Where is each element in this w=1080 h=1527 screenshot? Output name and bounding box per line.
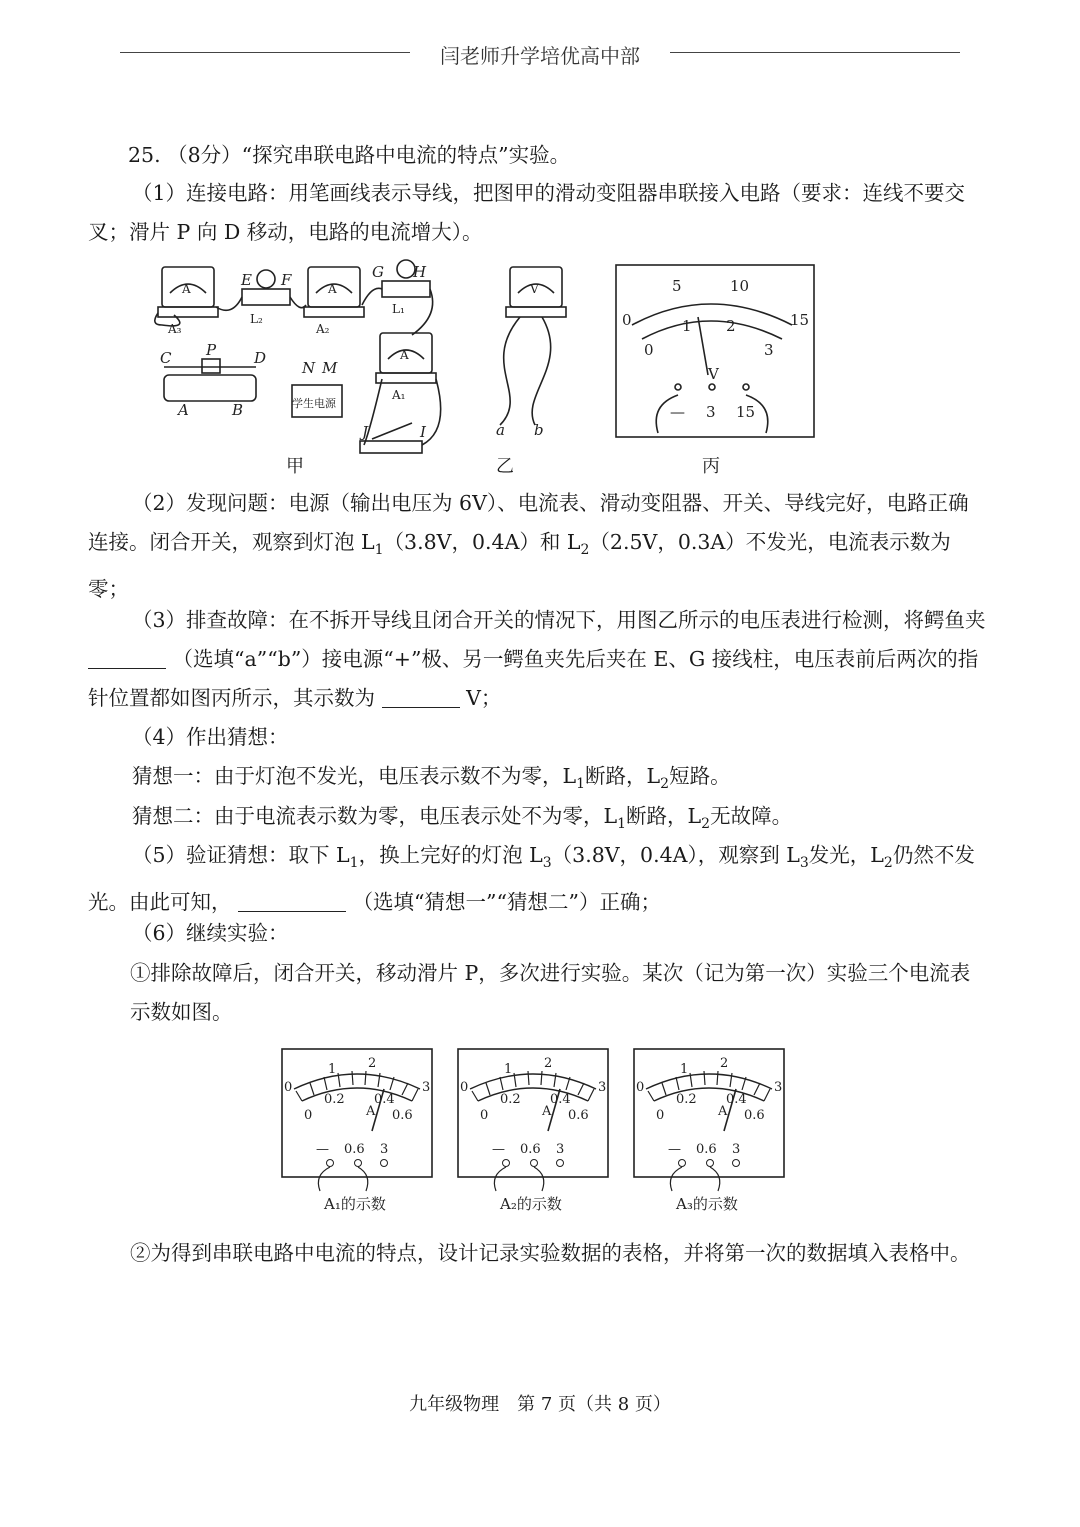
a3-small-06: 0.6 <box>744 1108 765 1123</box>
vdial-big-10: 10 <box>730 277 750 295</box>
a2-face-letter: A <box>328 282 337 296</box>
question-part-4: （4）作出猜想： <box>132 725 289 749</box>
label-f: F <box>281 271 292 289</box>
a2-small-02: 0.2 <box>500 1092 521 1107</box>
ammeter-dials-figure <box>280 1045 790 1220</box>
a1-unit: A <box>366 1104 376 1119</box>
label-a3: A₃ <box>168 322 182 336</box>
a1-big-1: 1 <box>328 1062 337 1077</box>
vdial-big-15: 15 <box>790 311 810 329</box>
vdial-term-neg: — <box>670 403 685 421</box>
a2-small-0: 0 <box>480 1108 489 1123</box>
question-part-5: （5）验证猜想：取下 $L_1$，换上完好的灯泡 $L_3(3.8V$，0.4A），观察到 $L_3$发光，$L_2$仍然不发光。由此可知， （选填“猜想一”“猜想二”）正确； <box>88 843 975 915</box>
answer-blank-voltage[interactable] <box>382 685 460 708</box>
a3-big-3: 3 <box>774 1080 783 1095</box>
label-i: I <box>420 423 426 441</box>
lamp-l1-base <box>382 281 430 297</box>
guess-one: 猜想一：由于灯泡不发光，电压表示数不为零，$L_1$断路，$L_2$短路。 <box>132 764 731 793</box>
a1-big-3: 3 <box>422 1080 431 1095</box>
page-footer: 九年级物理 第 7 页（共 8 页） <box>409 1394 671 1415</box>
a3-big-0: 0 <box>636 1080 645 1095</box>
a2-big-2: 2 <box>544 1056 553 1071</box>
a3-small-04: 0.4 <box>726 1092 747 1107</box>
vdial-term-3: 3 <box>706 403 716 421</box>
vdial-unit: V <box>708 365 719 383</box>
a1-term-06: 0.6 <box>344 1142 365 1157</box>
figure-label-bing: 丙 <box>702 456 720 477</box>
label-a1: A₁ <box>392 388 406 402</box>
label-l1: L₁ <box>392 302 405 316</box>
a2-small-04: 0.4 <box>550 1092 571 1107</box>
voltmeter-needle <box>698 317 708 375</box>
a1-term-neg: — <box>316 1142 329 1157</box>
label-g: G <box>372 263 384 281</box>
rheostat <box>164 359 256 401</box>
label-h: H <box>413 263 427 281</box>
a2-big-1: 1 <box>504 1062 513 1077</box>
a2-unit: A <box>542 1104 552 1119</box>
answer-blank-clip[interactable] <box>88 646 166 669</box>
a3-big-2: 2 <box>720 1056 729 1071</box>
a3-small-02: 0.2 <box>676 1092 697 1107</box>
vdial-big-0: 0 <box>622 311 632 329</box>
answer-blank-guess[interactable] <box>238 889 346 912</box>
label-clip-b: b <box>534 421 544 439</box>
question-part-1: （1）连接电路：用笔画线表示导线，把图甲的滑动变阻器串联接入电路（要求：连线不要交叉；滑片 P 向 D 移动，电路的电流增大）。 <box>88 181 966 244</box>
a1-term-3: 3 <box>380 1142 389 1157</box>
label-c: C <box>160 349 172 367</box>
lamp-l2-bulb <box>257 270 275 288</box>
voltmeter-face-letter: V <box>530 282 539 296</box>
a2-term-neg: — <box>492 1142 505 1157</box>
question-part-3: （3）排查故障：在不拆开导线且闭合开关的情况下，用图乙所示的电压表进行检测，将鳄鱼夹 （选填“a”“b”）接电源“+”极、另一鳄鱼夹先后夹在 E、G 接线柱，电压表前后两次的指针位置都如图丙所示，其示数为 V； <box>88 608 986 710</box>
a2-small-06: 0.6 <box>568 1108 589 1123</box>
a3-small-0: 0 <box>656 1108 665 1123</box>
label-p: P <box>206 341 217 359</box>
a1-small-04: 0.4 <box>374 1092 395 1107</box>
page-header <box>120 40 960 66</box>
a1-small-0: 0 <box>304 1108 313 1123</box>
label-a2: A₂ <box>316 322 330 336</box>
question-part-6-2: ②为得到串联电路中电流的特点，设计记录实验数据的表格，并将第一次的数据填入表格中。 <box>130 1241 971 1265</box>
question-intro: 25. （8分）“探究串联电路中电流的特点”实验。 <box>128 143 571 167</box>
a2-term-3: 3 <box>556 1142 565 1157</box>
a3-term-neg: — <box>668 1142 681 1157</box>
a2-big-0: 0 <box>460 1080 469 1095</box>
a3-term-06: 0.6 <box>696 1142 717 1157</box>
lamp-l2-base <box>242 289 290 305</box>
a2-big-3: 3 <box>598 1080 607 1095</box>
supply-label: 学生电源 <box>292 397 336 410</box>
a1-big-0: 0 <box>284 1080 293 1095</box>
a1-big-2: 2 <box>368 1056 377 1071</box>
a2-term-06: 0.6 <box>520 1142 541 1157</box>
header-title: 闫老师升学培优高中部 <box>430 44 650 68</box>
vdial-small-1: 1 <box>682 317 692 335</box>
a1-small-02: 0.2 <box>324 1092 345 1107</box>
figure-label-yi: 乙 <box>496 456 514 477</box>
a3-unit: A <box>718 1104 728 1119</box>
caption-a1: A₁的示数 <box>324 1195 386 1213</box>
caption-a3: A₃的示数 <box>676 1195 738 1213</box>
label-m: M <box>322 359 338 377</box>
guess-two: 猜想二：由于电流表示数为零，电压表示处不为零，$L_1$断路，$L_2$无故障。 <box>132 804 793 833</box>
a3-face-letter: A <box>182 282 191 296</box>
vdial-term-15: 15 <box>736 403 756 421</box>
circuit-figure <box>150 255 830 480</box>
figure-label-jia: 甲 <box>286 456 304 477</box>
label-a: A <box>178 401 189 419</box>
question-part-2: （2）发现问题：电源（输出电压为 6V）、电流表、滑动变阻器、开关、导线完好，电路正确连接。闭合开关，观察到灯泡 $L_1(3.8V$，0.4A）和 $L_2(2.5V$，0.3A）不发光，电流表示数为零； <box>88 491 969 602</box>
caption-a2: A₂的示数 <box>500 1195 562 1213</box>
question-part-6: （6）继续实验： <box>132 921 289 945</box>
question-part-6-1: ①排除故障后，闭合开关，移动滑片 P，多次进行实验。某次（记为第一次）实验三个电流表示数如图。 <box>130 961 971 1024</box>
label-clip-a: a <box>496 421 505 439</box>
a3-term-3: 3 <box>732 1142 741 1157</box>
vdial-small-0: 0 <box>644 341 654 359</box>
a1-face-letter: A <box>400 348 409 362</box>
label-e: E <box>241 271 252 289</box>
label-n: N <box>302 359 316 377</box>
label-j: J <box>362 423 369 441</box>
voltmeter-scale-arc <box>632 304 792 325</box>
vdial-big-5: 5 <box>672 277 682 295</box>
a1-small-06: 0.6 <box>392 1108 413 1123</box>
a3-big-1: 1 <box>680 1062 689 1077</box>
vdial-small-2: 2 <box>726 317 736 335</box>
label-b: B <box>232 401 244 419</box>
vdial-small-3: 3 <box>764 341 774 359</box>
label-l2: L₂ <box>250 312 263 326</box>
label-d: D <box>254 349 267 367</box>
